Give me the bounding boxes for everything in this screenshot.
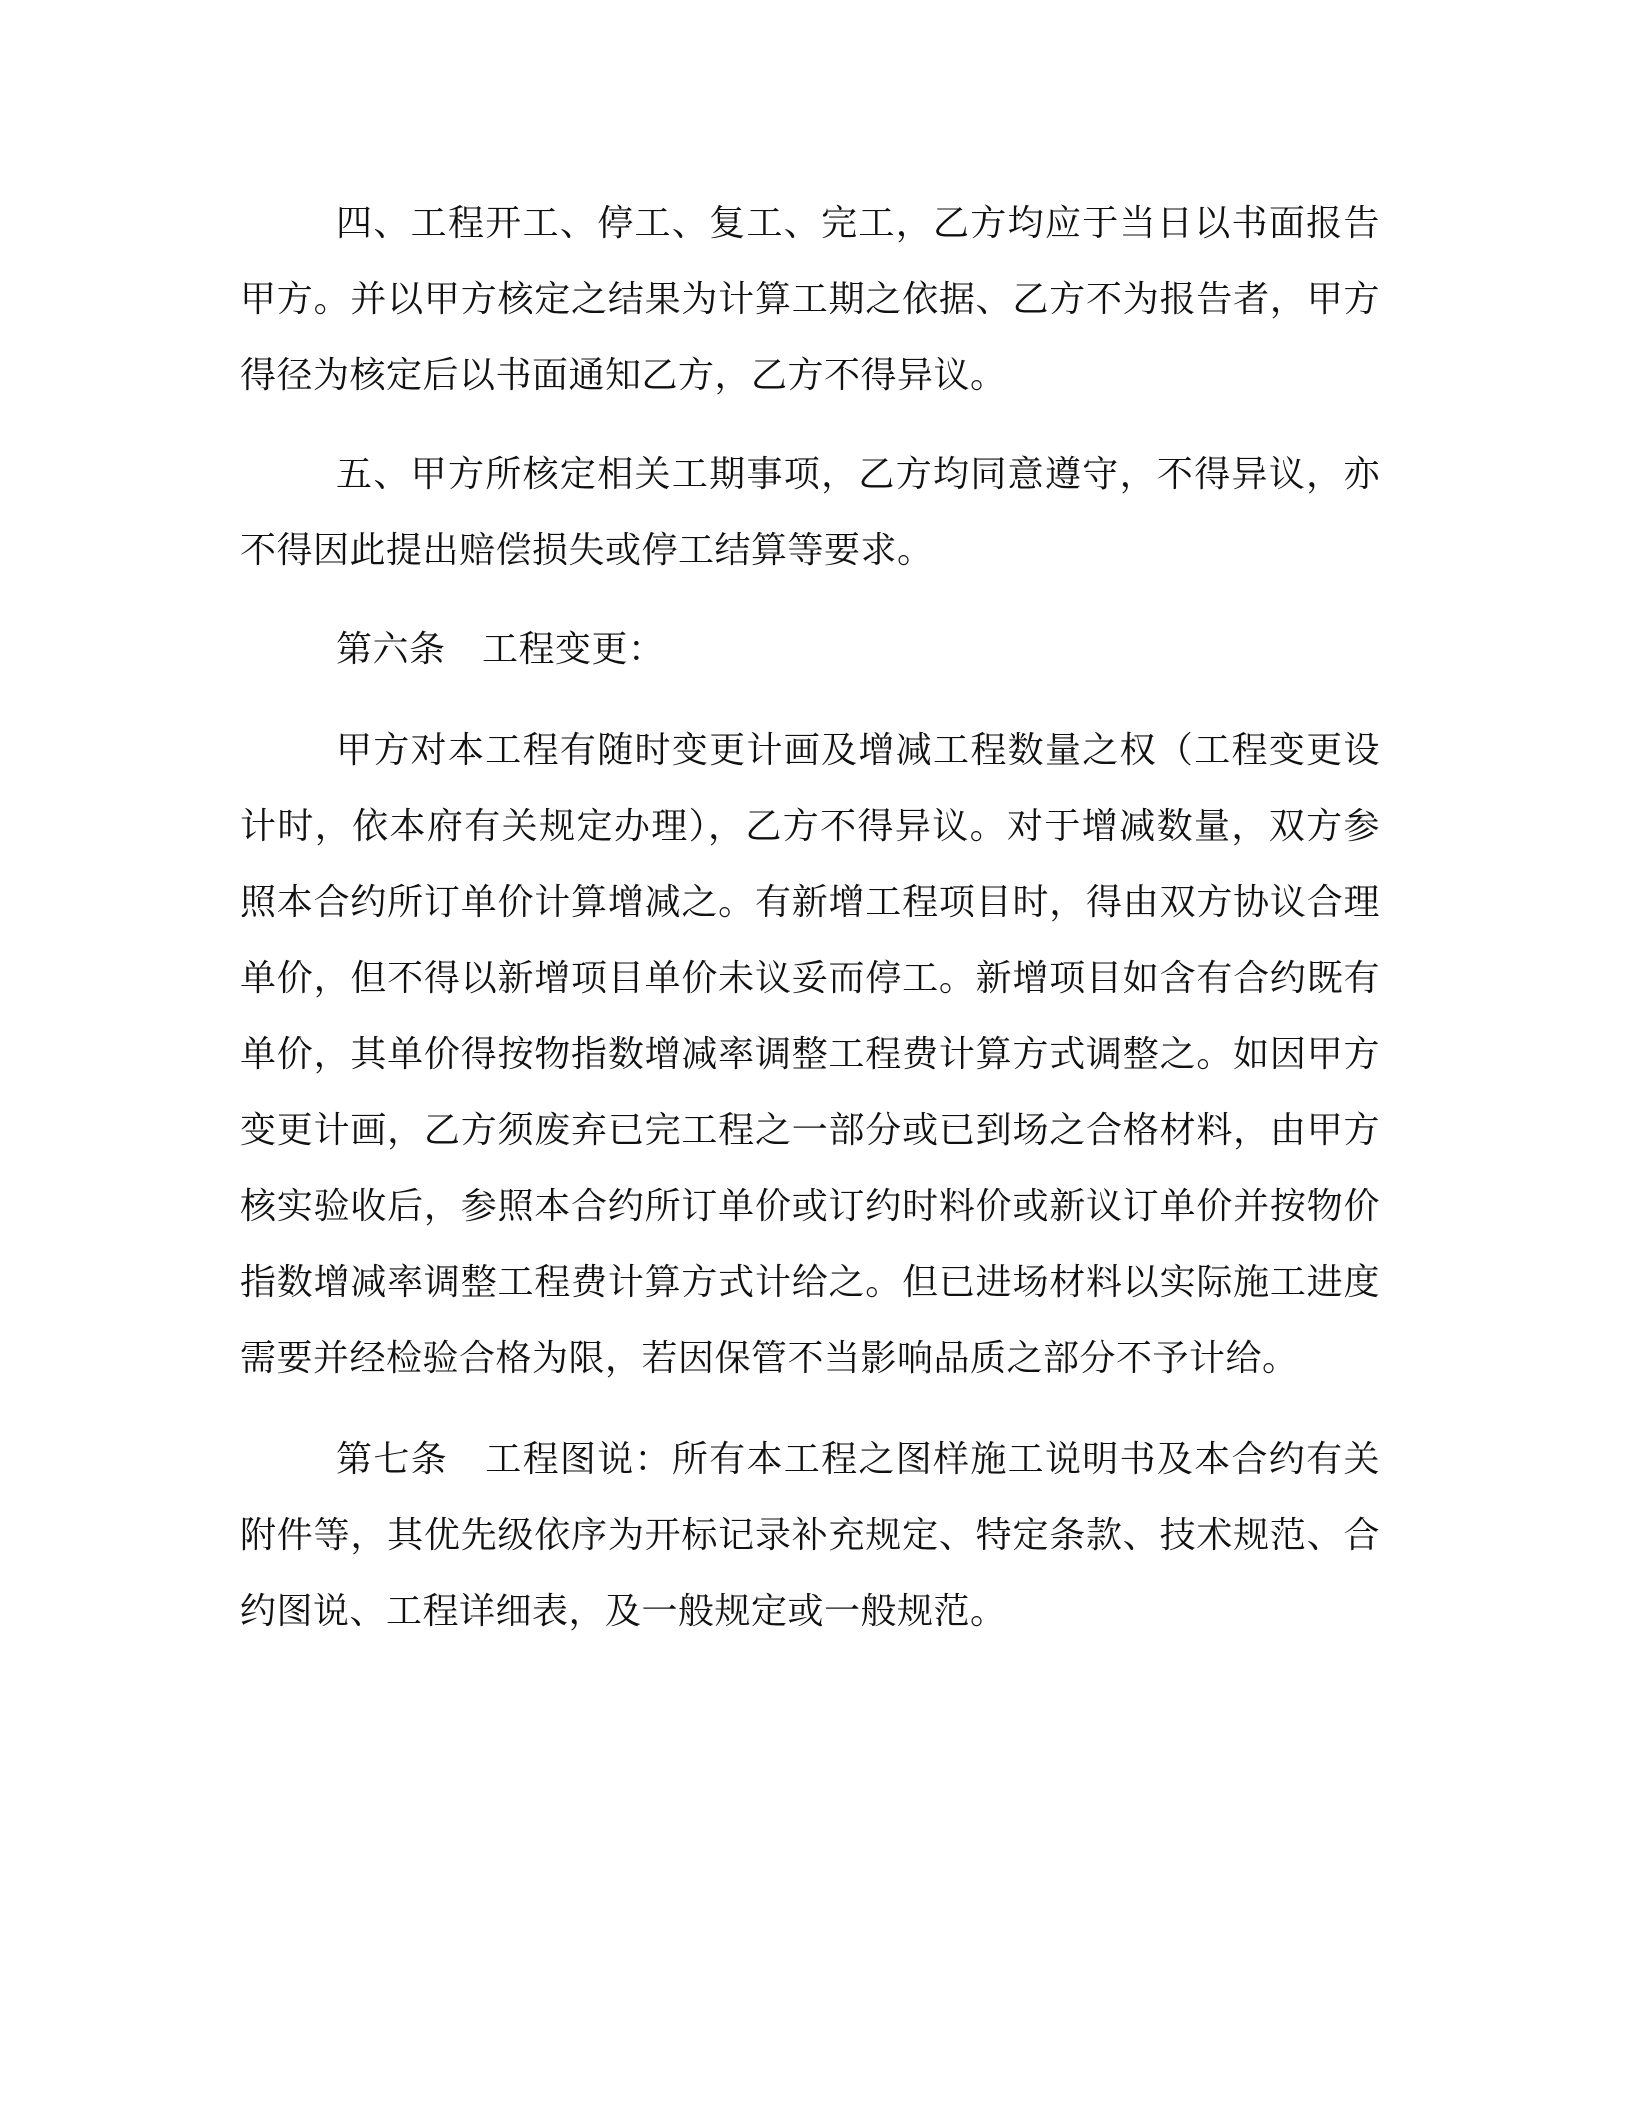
paragraph-article-7: 第七条 工程图说：所有本工程之图样施工说明书及本合约有关附件等，其优先级依序为开标记录补充规定、特定条款、技术规范、合约图说、工程详细表，及一般规定或一般规范。 [240,1439,1380,1632]
paragraph-engineering-change: 甲方对本工程有随时变更计画及增减工程数量之权（工程变更设计时，依本府有关规定办理），乙方不得异议。对于增减数量，双方参照本合约所订单价计算增减之。有新增工程项目时，得由双方协议合理单价，但不得以新增项目单价未议妥而停工。新增项目如含有合约既有单价，其单价得按物指数增减率调整工程费计算方式调整之。如因甲方变更计画，乙方须废弃已完工程之一部分或已到场之合格材料，由甲方核实验收后，参照本合约所订单价或订约时料价或新议订单价并按物价指数增减率调整工程费计算方式计给之。但已进场材料以实际施工进度需要并经检验合格为限，若因保管不当影响品质之部分不予计给。 [240,730,1380,1379]
paragraph-article-4: 四、工程开工、停工、复工、完工，乙方均应于当日以书面报告甲方。并以甲方核定之结果为计算工期之依据、乙方不为报告者，甲方得径为核定后以书面通知乙方，乙方不得异议。 [240,203,1380,396]
section-heading-article-6: 第六条 工程变更： [336,629,665,670]
document-body [240,186,1380,1650]
paragraph-article-5: 五、甲方所核定相关工期事项，乙方均同意遵守，不得异议，亦不得因此提出赔偿损失或停工结算等要求。 [240,454,1380,571]
